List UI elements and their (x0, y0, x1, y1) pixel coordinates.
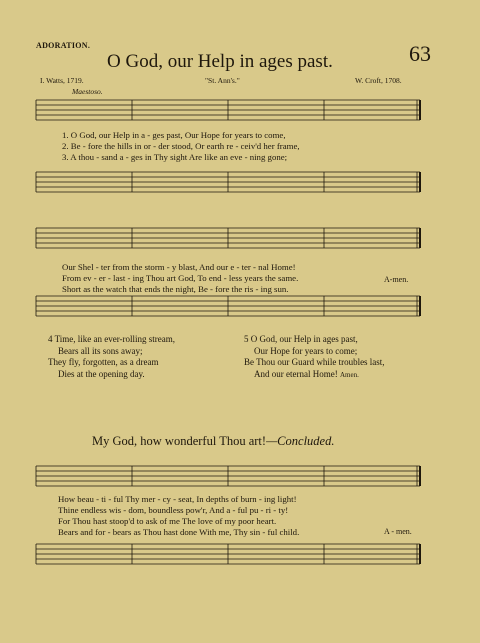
stanza-4 (48, 334, 175, 380)
lyric-line: Short as the watch that ends the night, Be - fore the ris - ing sun. (62, 284, 289, 294)
stanza-line: Dies at the opening day. (58, 368, 145, 379)
amen-label: A - men. (384, 527, 412, 536)
lyric-line: From ev - er - last - ing Thou art God, To end - less years the same. (62, 273, 299, 283)
stanza-line: Be Thou our Guard while troubles last, (244, 357, 385, 368)
stanza-5 (244, 334, 385, 381)
amen-label: Amen. (339, 370, 359, 379)
section-label: ADORATION. (36, 41, 91, 50)
music-staff (36, 462, 420, 492)
music-staff (36, 540, 420, 570)
composer-credit: W. Croft, 1708. (355, 76, 402, 85)
lyric-line: 3. A thou - sand a - ges in Thy sight Are like an eve - ning gone; (62, 152, 288, 162)
lyric-line: 1. O God, our Help in a - ges past, Our Hope for years to come, (62, 130, 286, 140)
author-credit: I. Watts, 1719. (40, 76, 84, 85)
tempo-marking: Maestoso. (72, 87, 103, 96)
lyric-line: For Thou hast stoop'd to ask of me The love of my poor heart. (58, 516, 277, 526)
stanza-line: Our Hope for years to come; (254, 345, 358, 356)
second-hymn-title: My God, how wonderful Thou art!—Concluded. (92, 434, 335, 448)
music-staff (36, 96, 420, 128)
tune-name: "St. Ann's." (205, 76, 240, 85)
stanza-line: Bears all its sons away; (58, 345, 143, 356)
hymn-title: O God, our Help in ages past. (107, 51, 333, 72)
lyric-line: Bears and for - bears as Thou hast done With me, Thy sin - ful child. (58, 527, 300, 537)
stanza-line: 4 Time, like an ever-rolling stream, (48, 334, 176, 344)
music-staff (36, 168, 420, 200)
stanza-line: They fly, forgotten, as a dream (48, 357, 159, 368)
lyric-line: Thine endless wis - dom, boundless pow'r, And a - ful pu - ri - ty! (58, 505, 289, 515)
music-staff (36, 292, 420, 324)
lyric-line: 2. Be - fore the hills in or - der stood, Or earth re - ceiv'd her frame, (62, 141, 300, 151)
amen-label: A-men. (384, 275, 409, 284)
lyric-line: Our Shel - ter from the storm - y blast, And our e - ter - nal Home! (62, 262, 296, 272)
stanza-line: And our eternal Home! Amen. (254, 368, 359, 379)
lyric-line: How beau - ti - ful Thy mer - cy - seat, In depths of burn - ing light! (58, 494, 297, 504)
stanza-line: 5 O God, our Help in ages past, (244, 334, 358, 344)
music-staff (36, 224, 420, 256)
page-number: 63 (409, 41, 431, 66)
